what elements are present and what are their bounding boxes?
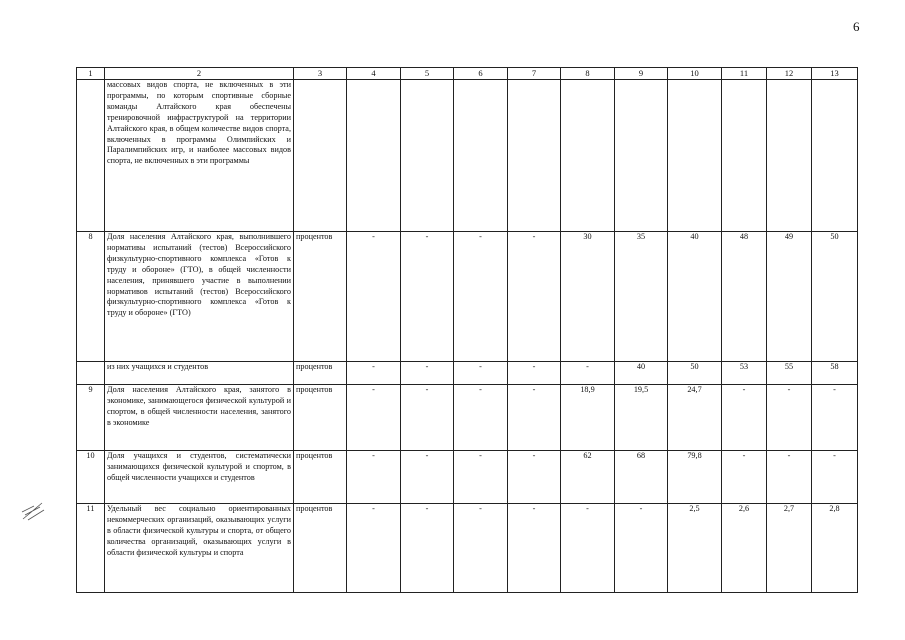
value-cell: 49 [767, 232, 812, 362]
value-cell: - [401, 451, 454, 504]
value-cell [767, 80, 812, 232]
value-cell: 50 [812, 232, 858, 362]
unit-cell: процентов [294, 232, 347, 362]
value-cell: 55 [767, 362, 812, 385]
value-cell [508, 80, 561, 232]
header-row [77, 68, 858, 80]
value-cell [401, 80, 454, 232]
value-cell: - [508, 451, 561, 504]
value-cell: - [767, 385, 812, 451]
value-cell: 18,9 [561, 385, 615, 451]
value-cell: - [401, 385, 454, 451]
value-cell: 68 [615, 451, 668, 504]
value-cell: - [347, 504, 401, 593]
value-cell: 53 [722, 362, 767, 385]
column-header: 10 [668, 68, 722, 80]
margin-scribble-icon [20, 497, 46, 523]
indicator-description: из них учащихся и студентов [105, 362, 294, 385]
unit-cell [294, 80, 347, 232]
column-header: 8 [561, 68, 615, 80]
value-cell: - [347, 232, 401, 362]
column-header: 11 [722, 68, 767, 80]
value-cell: 40 [668, 232, 722, 362]
value-cell: - [347, 451, 401, 504]
table-row [77, 504, 858, 593]
value-cell: - [508, 385, 561, 451]
unit-cell: процентов [294, 451, 347, 504]
value-cell: 40 [615, 362, 668, 385]
row-number: 10 [77, 451, 105, 504]
row-number: 8 [77, 232, 105, 362]
value-cell: - [812, 451, 858, 504]
value-cell: 19,5 [615, 385, 668, 451]
table-row [77, 362, 858, 385]
column-header: 1 [77, 68, 105, 80]
column-header: 6 [454, 68, 508, 80]
unit-cell: процентов [294, 504, 347, 593]
value-cell: - [722, 385, 767, 451]
value-cell: - [347, 362, 401, 385]
column-header: 4 [347, 68, 401, 80]
value-cell: 2,6 [722, 504, 767, 593]
value-cell [722, 80, 767, 232]
value-cell: - [812, 385, 858, 451]
page-number: 6 [853, 19, 860, 34]
row-number [77, 80, 105, 232]
unit-cell: процентов [294, 362, 347, 385]
value-cell: - [615, 504, 668, 593]
row-number [77, 362, 105, 385]
row-number: 11 [77, 504, 105, 593]
value-cell [812, 80, 858, 232]
value-cell: 48 [722, 232, 767, 362]
value-cell: 79,8 [668, 451, 722, 504]
column-header: 2 [105, 68, 294, 80]
value-cell: - [454, 385, 508, 451]
value-cell [668, 80, 722, 232]
value-cell: - [401, 232, 454, 362]
value-cell: - [508, 362, 561, 385]
indicator-description: Доля населения Алтайского края, занятого в экономике, занимающегося физической культурой и спортом, в общей численности населения, занятого в экономике [105, 385, 294, 451]
unit-cell: процентов [294, 385, 347, 451]
value-cell: - [722, 451, 767, 504]
value-cell [347, 80, 401, 232]
value-cell [561, 80, 615, 232]
column-header: 12 [767, 68, 812, 80]
value-cell: 30 [561, 232, 615, 362]
value-cell: - [561, 504, 615, 593]
column-header: 9 [615, 68, 668, 80]
value-cell: - [508, 504, 561, 593]
value-cell: - [347, 385, 401, 451]
column-header: 5 [401, 68, 454, 80]
column-header: 3 [294, 68, 347, 80]
value-cell: - [561, 362, 615, 385]
value-cell [454, 80, 508, 232]
table-row [77, 232, 858, 362]
value-cell: 2,8 [812, 504, 858, 593]
row-number: 9 [77, 385, 105, 451]
table-row [77, 451, 858, 504]
indicator-description: Удельный вес социально ориентированных некоммерческих организаций, оказывающих услуги в области физической культуры и спорта, от общего количества организаций, оказывающих услуги в области физической культуры и спорта [105, 504, 294, 593]
indicator-description: Доля учащихся и студентов, систематически занимающихся физической культурой и спортом, в общей численности учащихся и студентов [105, 451, 294, 504]
value-cell: 58 [812, 362, 858, 385]
value-cell: 35 [615, 232, 668, 362]
table-row [77, 385, 858, 451]
value-cell: 62 [561, 451, 615, 504]
indicators-table [76, 67, 858, 593]
table-row [77, 80, 858, 232]
column-header: 13 [812, 68, 858, 80]
value-cell: - [401, 362, 454, 385]
value-cell: 2,5 [668, 504, 722, 593]
value-cell: 50 [668, 362, 722, 385]
column-header: 7 [508, 68, 561, 80]
value-cell: - [454, 451, 508, 504]
value-cell: - [508, 232, 561, 362]
value-cell: 24,7 [668, 385, 722, 451]
indicator-description: массовых видов спорта, не включенных в эти программы, по которым спортивные сборные команды Алтайского края обеспечены тренировочной инфраструктурой на территории Алтайского края, в общем количестве видов спорта, включенных в программы Олимпийских и Паралимпийских игр, и наиболее массовых видов спорта, не включенных в эти программы [105, 80, 294, 232]
value-cell: - [401, 504, 454, 593]
value-cell: - [454, 362, 508, 385]
value-cell: - [767, 451, 812, 504]
value-cell: 2,7 [767, 504, 812, 593]
value-cell: - [454, 232, 508, 362]
value-cell: - [454, 504, 508, 593]
value-cell [615, 80, 668, 232]
indicator-description: Доля населения Алтайского края, выполнившего нормативы испытаний (тестов) Всероссийского физкультурно-спортивного комплекса «Готов к труду и обороне» (ГТО), в общей численности населения, принявшего участие в выполнении нормативов испытаний (тестов) Всероссийского физкультурно-спортивного комплекса «Готов к труду и обороне» (ГТО) [105, 232, 294, 362]
